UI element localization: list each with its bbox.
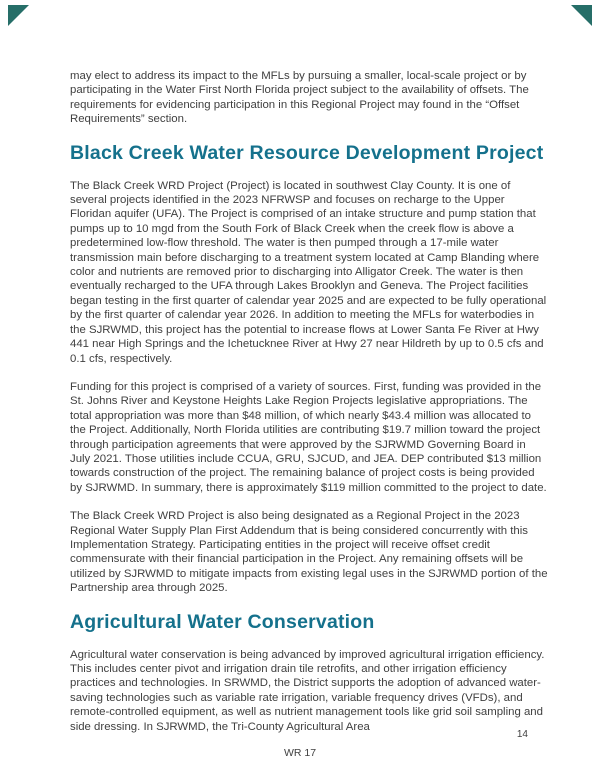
corner-mark-right-icon bbox=[571, 5, 592, 26]
section-heading-black-creek: Black Creek Water Resource Development Project bbox=[70, 141, 544, 164]
corner-mark-left-icon bbox=[8, 5, 29, 26]
black-creek-paragraph-2: Funding for this project is comprised of a variety of sources. First, funding was provided in the St. Johns River and Keystone Heights Lake Region Projects legislative appropriations. The total appropriation was more than $48 million, of which nearly $43.4 million was allocated to the Project. Additionally, North Florida utilities are contributing $19.7 million toward the project through participation agreements that were approved by the SJRWMD Governing Board in July 2021. Those utilities include CCUA, GRU, SJCUD, and JEA. DEP contributed $13 million towards construction of the project. The remaining balance of project costs is being provided by SJRWMD. In summary, there is approximately $119 million committed to the project to date. bbox=[70, 380, 547, 494]
page-body bbox=[70, 69, 548, 748]
black-creek-paragraph-3: The Black Creek WRD Project is also being designated as a Regional Project in the 2023 Regional Water Supply Plan First Addendum that is being considered concurrently with this Implementation Strategy. Participating entities in the project will receive offset credit commensurate with their financial participation in the Project. Any remaining offsets will be utilized by SJRWMD to mitigate impacts from existing legal uses in the SJRWMD portion of the Partnership area through 2025. bbox=[70, 510, 548, 595]
black-creek-paragraph-1: The Black Creek WRD Project (Project) is located in southwest Clay County. It is one of several projects identified in the 2023 NFRWSP and focuses on recharge to the Upper Floridan aquifer (UFA). The Project is comprised of an intake structure and pump station that pumps up to 10 mgd from the South Fork of Black Creek when the creek flow is above a predetermined low-flow threshold. The water is then pumped through a 17-mile water transmission main before discharging to a treatment system located at Camp Blanding where color and nutrients are removed prior to discharging into Alligator Creek. The water is then eventually recharged to the UFA through Lakes Brooklyn and Geneva. The Project facilities began testing in the first quarter of calendar year 2025 and are expected to be fully operational by the first quarter of calendar year 2026. In addition to meeting the MFLs for waterbodies in the SJRWMD, this project has the potential to increase flows at Lower Santa Fe River at Hwy 441 near High Springs and the Ichetucknee River at Hwy 27 near Hildreth by up to 0.5 cfs and 0.1 cfs, respectively. bbox=[70, 179, 547, 365]
intro-paragraph: may elect to address its impact to the MFLs by pursuing a smaller, local-scale project or by participating in the Water First North Florida project subject to the availability of offsets. The requirements for evidencing participation in this Regional Project may found in the “Offset Requirements” section. bbox=[70, 70, 529, 126]
agricultural-paragraph-1: Agricultural water conservation is being advanced by improved agricultural irrigation efficiency. This includes center pivot and irrigation drain tile retrofits, and other irrigation efficiency practices and technologies. In SRWMD, the District supports the adoption of advanced water-saving technologies such as variable rate irrigation, variable frequency drives (VFDs), and remote-controlled equipment, as well as nutrient management tools like grid soil sampling and side dressing. In SJRWMD, the Tri-County Agricultural Area bbox=[70, 648, 545, 733]
footer-doc-code: WR 17 bbox=[283, 747, 317, 759]
page-number: 14 bbox=[516, 729, 528, 740]
section-heading-agricultural: Agricultural Water Conservation bbox=[70, 610, 375, 633]
